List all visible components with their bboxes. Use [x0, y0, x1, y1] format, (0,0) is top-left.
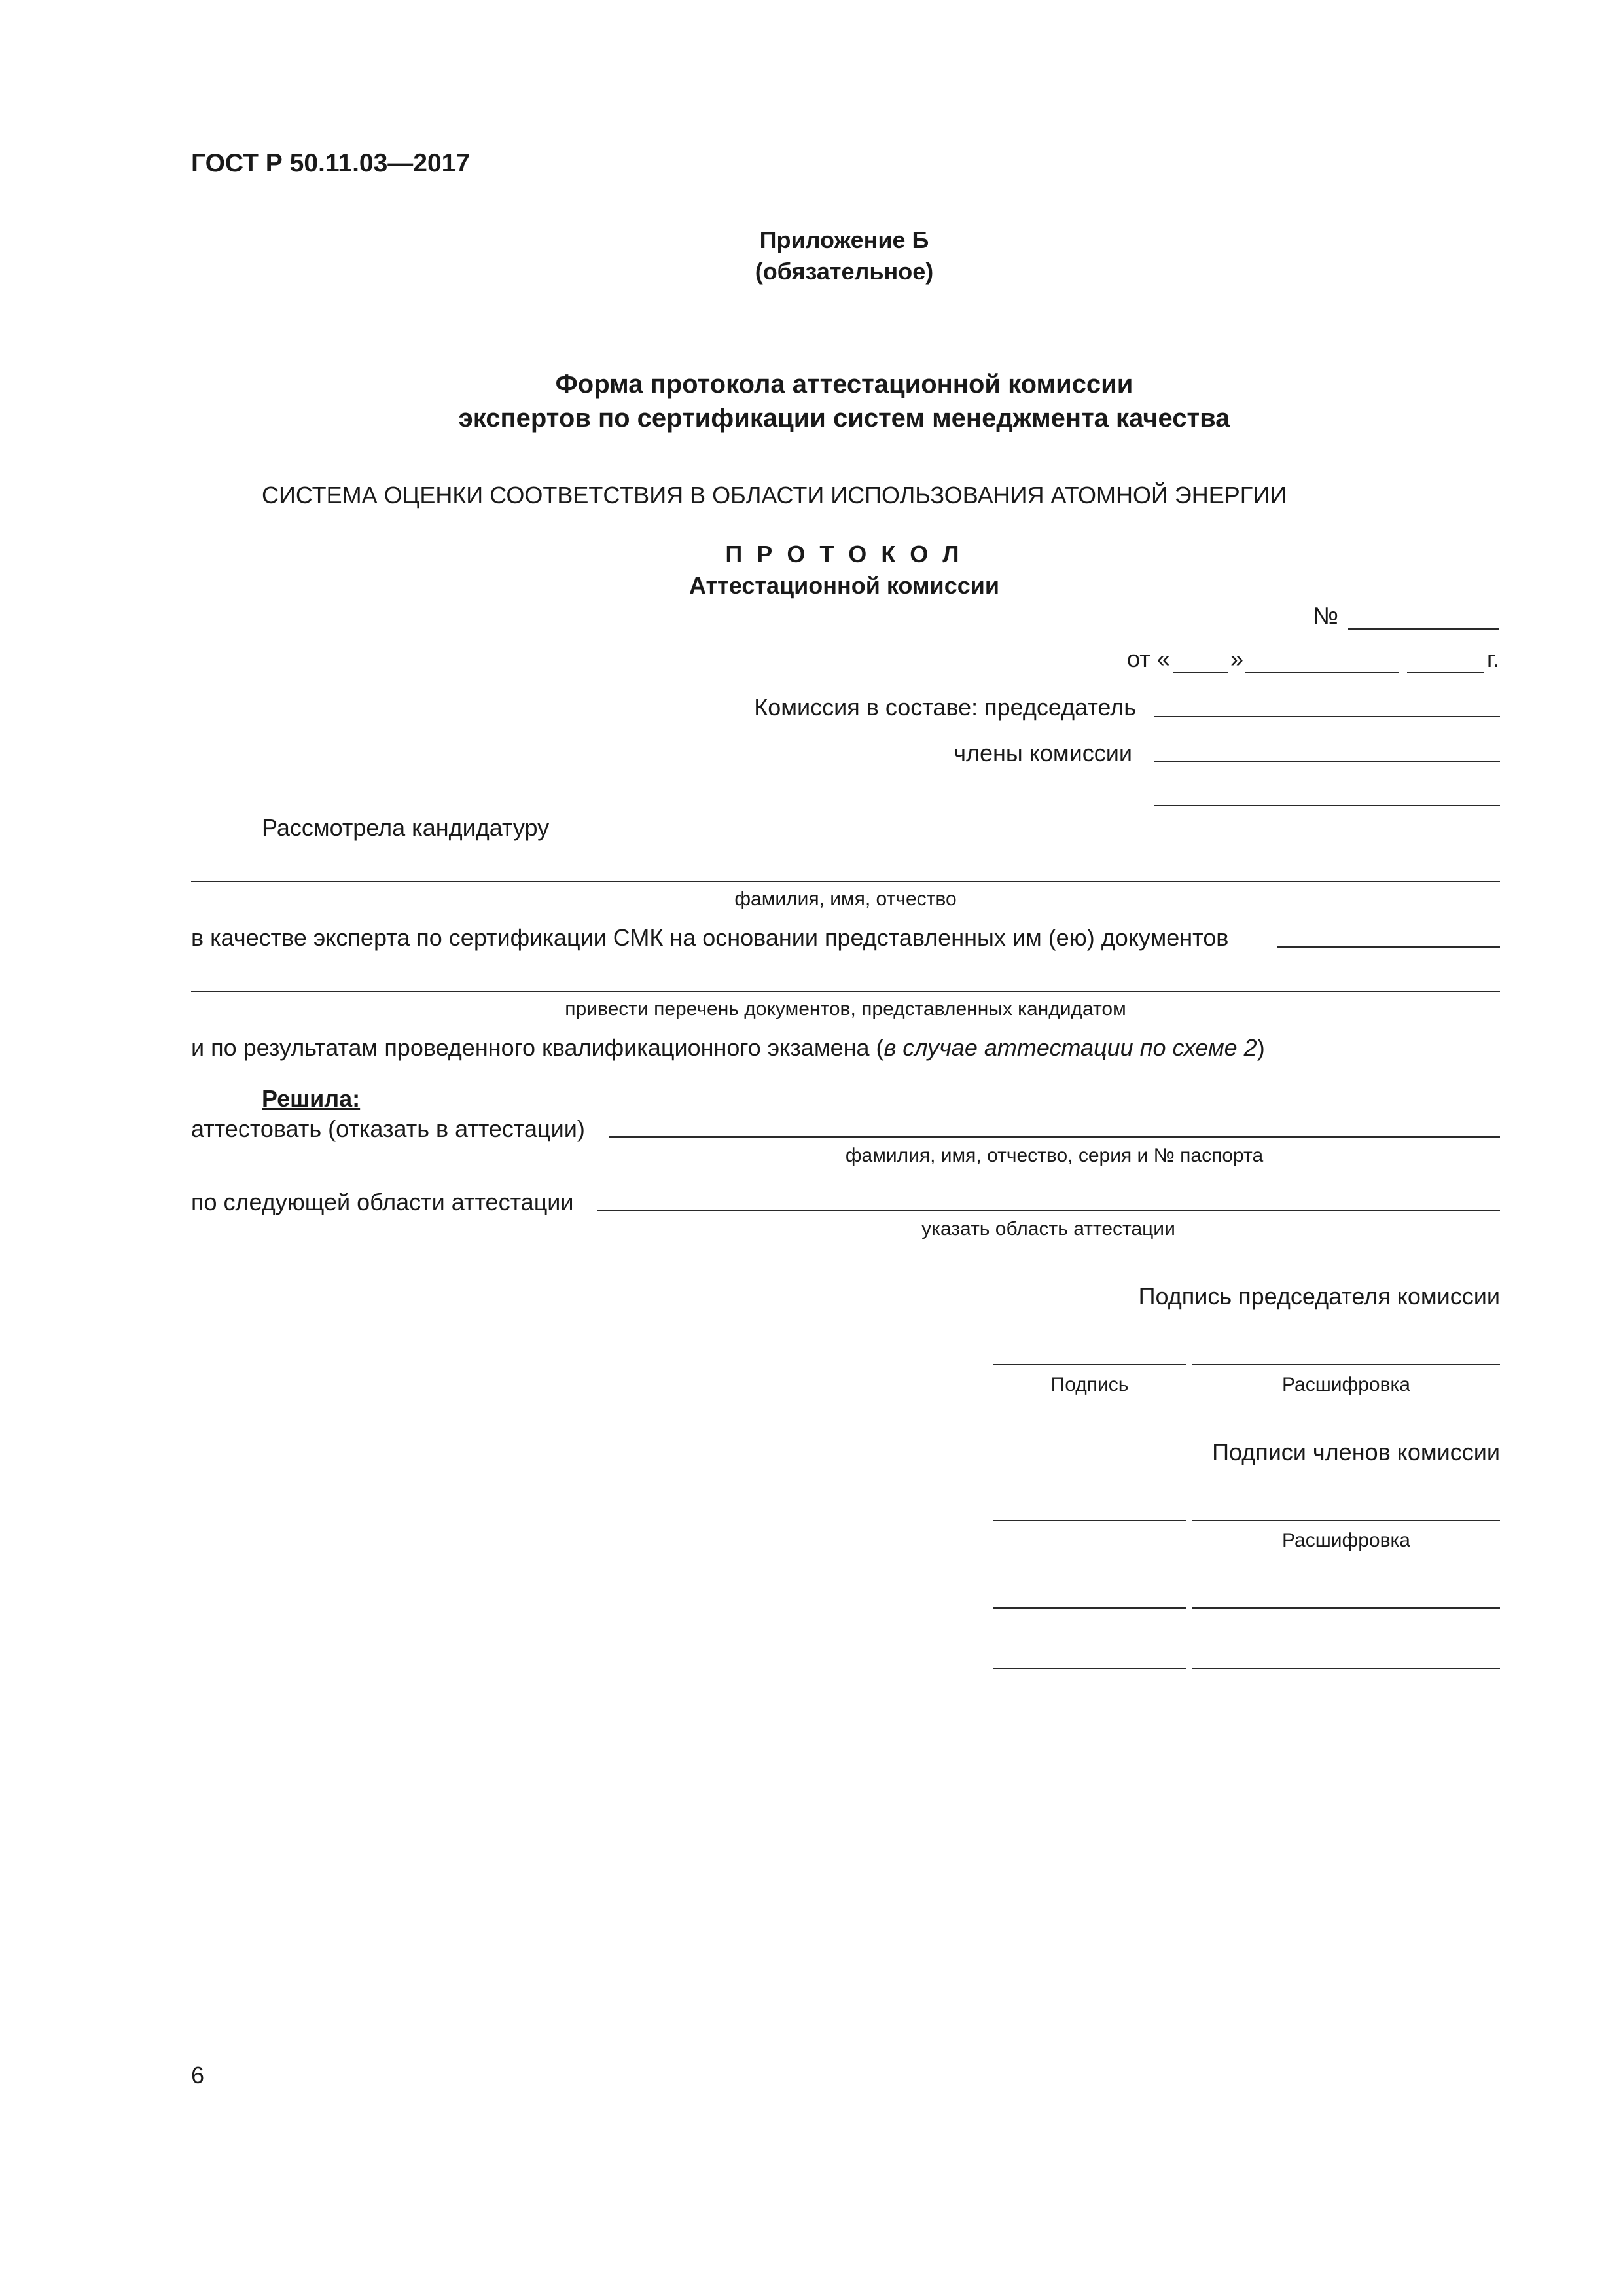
member-3-signature-field[interactable] [993, 1668, 1186, 1669]
commission-members-label: члены комиссии [954, 740, 1132, 766]
date-year-field[interactable] [1407, 672, 1484, 673]
chair-signature-field[interactable] [993, 1364, 1186, 1365]
exam-text [191, 1031, 1265, 1064]
commission-chair-label: Комиссия в составе: председатель [754, 694, 1136, 721]
area-field[interactable] [597, 1210, 1500, 1211]
exam-text-italic: в случае аттестации по схеме 2 [883, 1034, 1257, 1061]
protocol-subtitle: Аттестационной комиссии [689, 572, 999, 599]
member-3-decode-field[interactable] [1192, 1668, 1500, 1669]
as-expert-text: в качестве эксперта по сертификации СМК на основании представленных им (ею) документов [191, 924, 1229, 951]
commission-member-field-2[interactable] [1154, 805, 1500, 806]
document-code: ГОСТ Р 50.11.03—2017 [191, 149, 471, 177]
member-2-decode-field[interactable] [1192, 1607, 1500, 1609]
considered-label: Рассмотрела кандидатуру [262, 814, 550, 841]
date-day-field[interactable] [1173, 672, 1228, 673]
area-label: по следующей области аттестации [191, 1189, 574, 1215]
commission-chair-field[interactable] [1154, 716, 1500, 717]
attest-label: аттестовать (отказать в аттестации) [191, 1115, 585, 1142]
documents-field-inline[interactable] [1277, 946, 1500, 948]
member-1-decode-field[interactable] [1192, 1520, 1500, 1521]
area-caption: указать область аттестации [921, 1218, 1175, 1240]
system-name: СИСТЕМА ОЦЕНКИ СООТВЕТСТВИЯ В ОБЛАСТИ ИСПОЛЬЗОВАНИЯ АТОМНОЙ ЭНЕРГИИ [262, 482, 1287, 509]
exam-text-end: ) [1257, 1034, 1265, 1061]
date-year-suffix: г. [1487, 645, 1499, 672]
documents-caption: привести перечень документов, представленных кандидатом [565, 998, 1126, 1020]
documents-field[interactable] [191, 991, 1500, 992]
annex-status: (обязательное) [755, 258, 934, 285]
annex-title: Приложение Б [759, 226, 929, 253]
decided-label: Решила: [262, 1085, 361, 1112]
member-1-signature-field[interactable] [993, 1520, 1186, 1521]
page-number: 6 [191, 2062, 205, 2089]
number-field[interactable] [1348, 628, 1499, 630]
date-quote-close: » [1230, 645, 1244, 672]
form-title-line2: экспертов по сертификации систем менеджмента качества [458, 404, 1230, 433]
chair-decode-field[interactable] [1192, 1364, 1500, 1365]
chair-decode-caption: Расшифровка [1282, 1374, 1410, 1395]
protocol-title: П Р О Т О К О Л [725, 541, 963, 567]
fio-caption: фамилия, имя, отчество [734, 888, 957, 910]
member-2-signature-field[interactable] [993, 1607, 1186, 1609]
members-signature-heading: Подписи членов комиссии [1212, 1439, 1500, 1465]
attest-fio-field[interactable] [609, 1136, 1500, 1138]
number-label: № [1313, 602, 1338, 629]
date-month-field[interactable] [1245, 672, 1399, 673]
exam-text-start: и по результатам проведенного квалификационного экзамена ( [191, 1034, 884, 1061]
form-title-line1: Форма протокола аттестационной комиссии [555, 370, 1133, 399]
date-from-label: от « [1127, 645, 1170, 672]
chair-signature-heading: Подпись председателя комиссии [1138, 1283, 1500, 1310]
members-decode-caption: Расшифровка [1282, 1530, 1410, 1551]
chair-sign-caption: Подпись [1050, 1374, 1129, 1395]
candidate-fio-field[interactable] [191, 881, 1500, 882]
commission-member-field-1[interactable] [1154, 761, 1500, 762]
passport-caption: фамилия, имя, отчество, серия и № паспорта [845, 1145, 1264, 1166]
